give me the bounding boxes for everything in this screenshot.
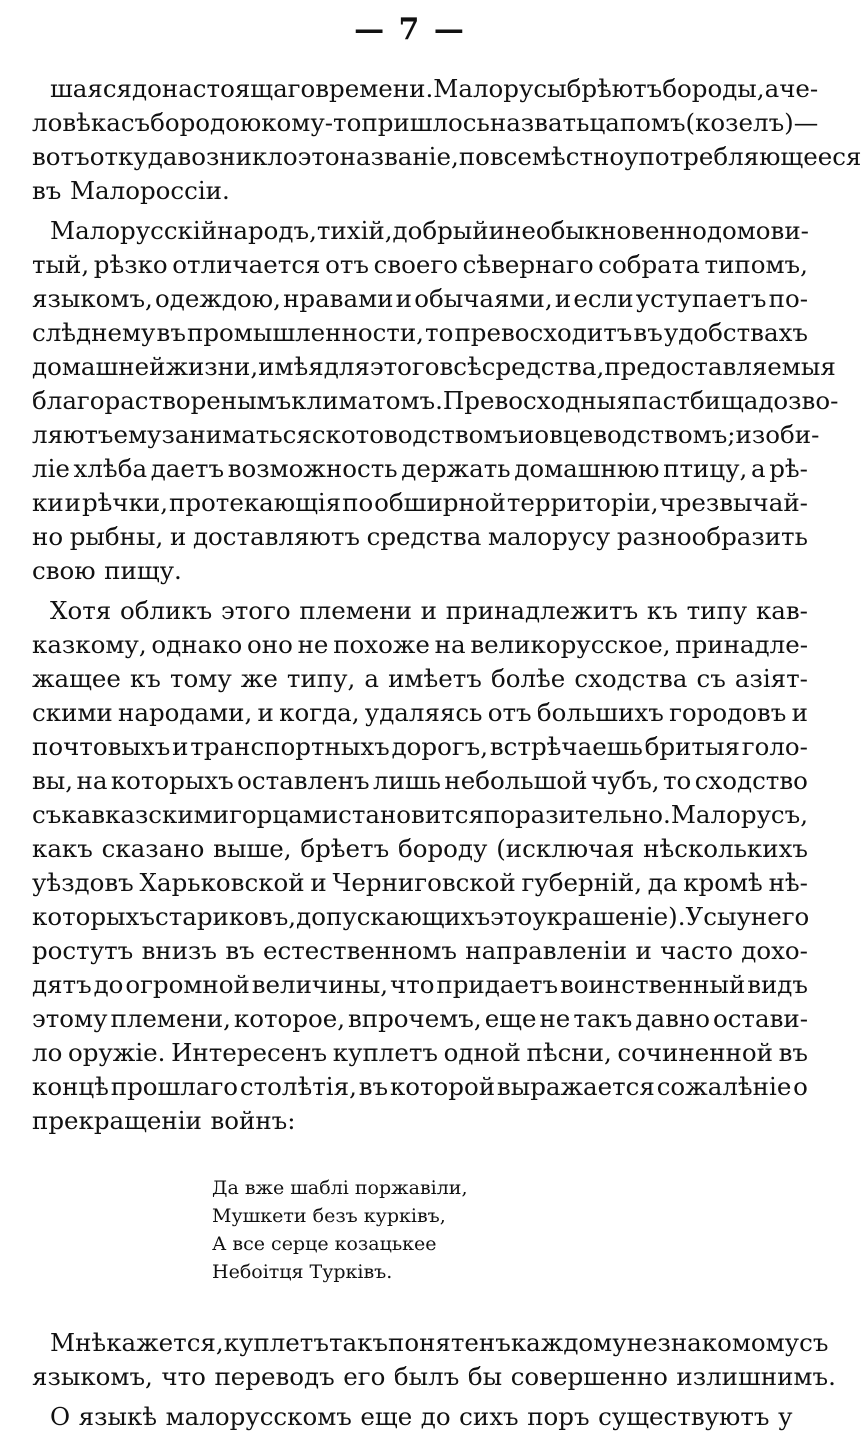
- text-line: которыхъ стариковъ, допускающихъ это украшеніе). Усы у него: [32, 902, 810, 931]
- text-line: свою пищу.: [32, 556, 182, 585]
- text-line: жащее къ тому же типу, а имѣетъ болѣе сходства съ азіят-: [32, 664, 808, 693]
- poem-line: А все серце козацькее: [212, 1233, 437, 1255]
- text-line: ло оружіе. Интересенъ куплетъ одной пѣсни, сочиненной въ: [32, 1038, 808, 1067]
- text-line: Мнѣ кажется, куплетъ такъ понятенъ каждому незнакомому съ: [50, 1328, 829, 1357]
- text-line: ловѣка съ бородою кому-то пришлось назвать цапомъ (козелъ)—: [32, 108, 819, 137]
- text-line: скими народами, и когда, удаляясь отъ большихъ городовъ и: [32, 698, 808, 727]
- text-line: ліе хлѣба даетъ возможность держать домашнюю птицу, а рѣ-: [32, 454, 808, 483]
- text-line: языкомъ, что переводъ его былъ бы совершенно излишнимъ.: [32, 1362, 836, 1391]
- text-line: шаяся до настоящаго времени. Малорусы брѣютъ бороды, а че-: [50, 74, 819, 103]
- text-line: Малорусскій народъ, тихій, добрый и необыкновенно домови-: [50, 216, 809, 245]
- text-line: казкому, однако оно не похоже на великорусское, принадле-: [32, 630, 808, 659]
- text-line: уѣздовъ Харьковской и Черниговской губерній, да кромѣ нѣ-: [32, 868, 808, 897]
- text-line: почтовыхъ и транспортныхъ дорогъ, встрѣчаешь бритыя голо-: [32, 732, 808, 761]
- text-line: вы, на которыхъ оставленъ лишь небольшой чубъ, то сходство: [32, 766, 808, 795]
- text-line: вотъ откуда возникло это названіе, повсемѣстно употребляющееся: [32, 142, 861, 171]
- text-line: прекращеніи войнъ:: [32, 1106, 296, 1135]
- text-line: О языкѣ малорусскомъ еще до сихъ поръ существуютъ у: [50, 1402, 793, 1431]
- poem-line: Да вже шаблі поржавіли,: [212, 1177, 468, 1199]
- poem-line: Мушкети безъ курківъ,: [212, 1205, 446, 1227]
- body-text: [32, 66, 861, 1434]
- text-line: благорастворенымъ климатомъ. Превосходныя пастбища дозво-: [32, 386, 839, 415]
- poem-line: Небоітця Турківъ.: [212, 1261, 393, 1283]
- poem-block: [212, 1174, 808, 1286]
- text-line: какъ сказано выше, брѣетъ бороду (исключая нѣсколькихъ: [32, 834, 808, 863]
- page-number: — 7 —: [354, 12, 466, 47]
- text-line: ростутъ внизъ въ естественномъ направленіи и часто дохо-: [32, 936, 808, 965]
- text-line: въ Малороссіи.: [32, 176, 230, 205]
- text-line: но рыбны, и доставляютъ средства малорусу разнообразить: [32, 522, 808, 551]
- text-line: концѣ прошлаго столѣтія, въ которой выражается сожалѣніе о: [32, 1072, 808, 1101]
- text-line: языкомъ, одеждою, нравами и обычаями, и если уступаетъ по-: [32, 284, 808, 313]
- text-line: домашней жизни, имѣя для этого всѣ средства, предоставляемыя: [32, 352, 836, 381]
- text-line: дятъ до огромной величины, что придаетъ воинственный видъ: [32, 970, 808, 999]
- text-line: съ кавказскими горцами становится поразительно. Малорусъ,: [32, 800, 809, 829]
- text-line: ляютъ ему заниматься скотоводствомъ и овцеводствомъ; изоби-: [32, 420, 820, 449]
- text-line: ки и рѣчки, протекающія по обширной территоріи, чрезвычай-: [32, 488, 808, 517]
- text-line: этому племени, которое, впрочемъ, еще не такъ давно остави-: [32, 1004, 808, 1033]
- text-line: слѣднему въ промышленности, то превосходитъ въ удобствахъ: [32, 318, 808, 347]
- text-line: тый, рѣзко отличается отъ своего сѣвернаго собрата типомъ,: [32, 250, 808, 279]
- text-line: Хотя обликъ этого племени и принадлежитъ къ типу кав-: [50, 596, 808, 625]
